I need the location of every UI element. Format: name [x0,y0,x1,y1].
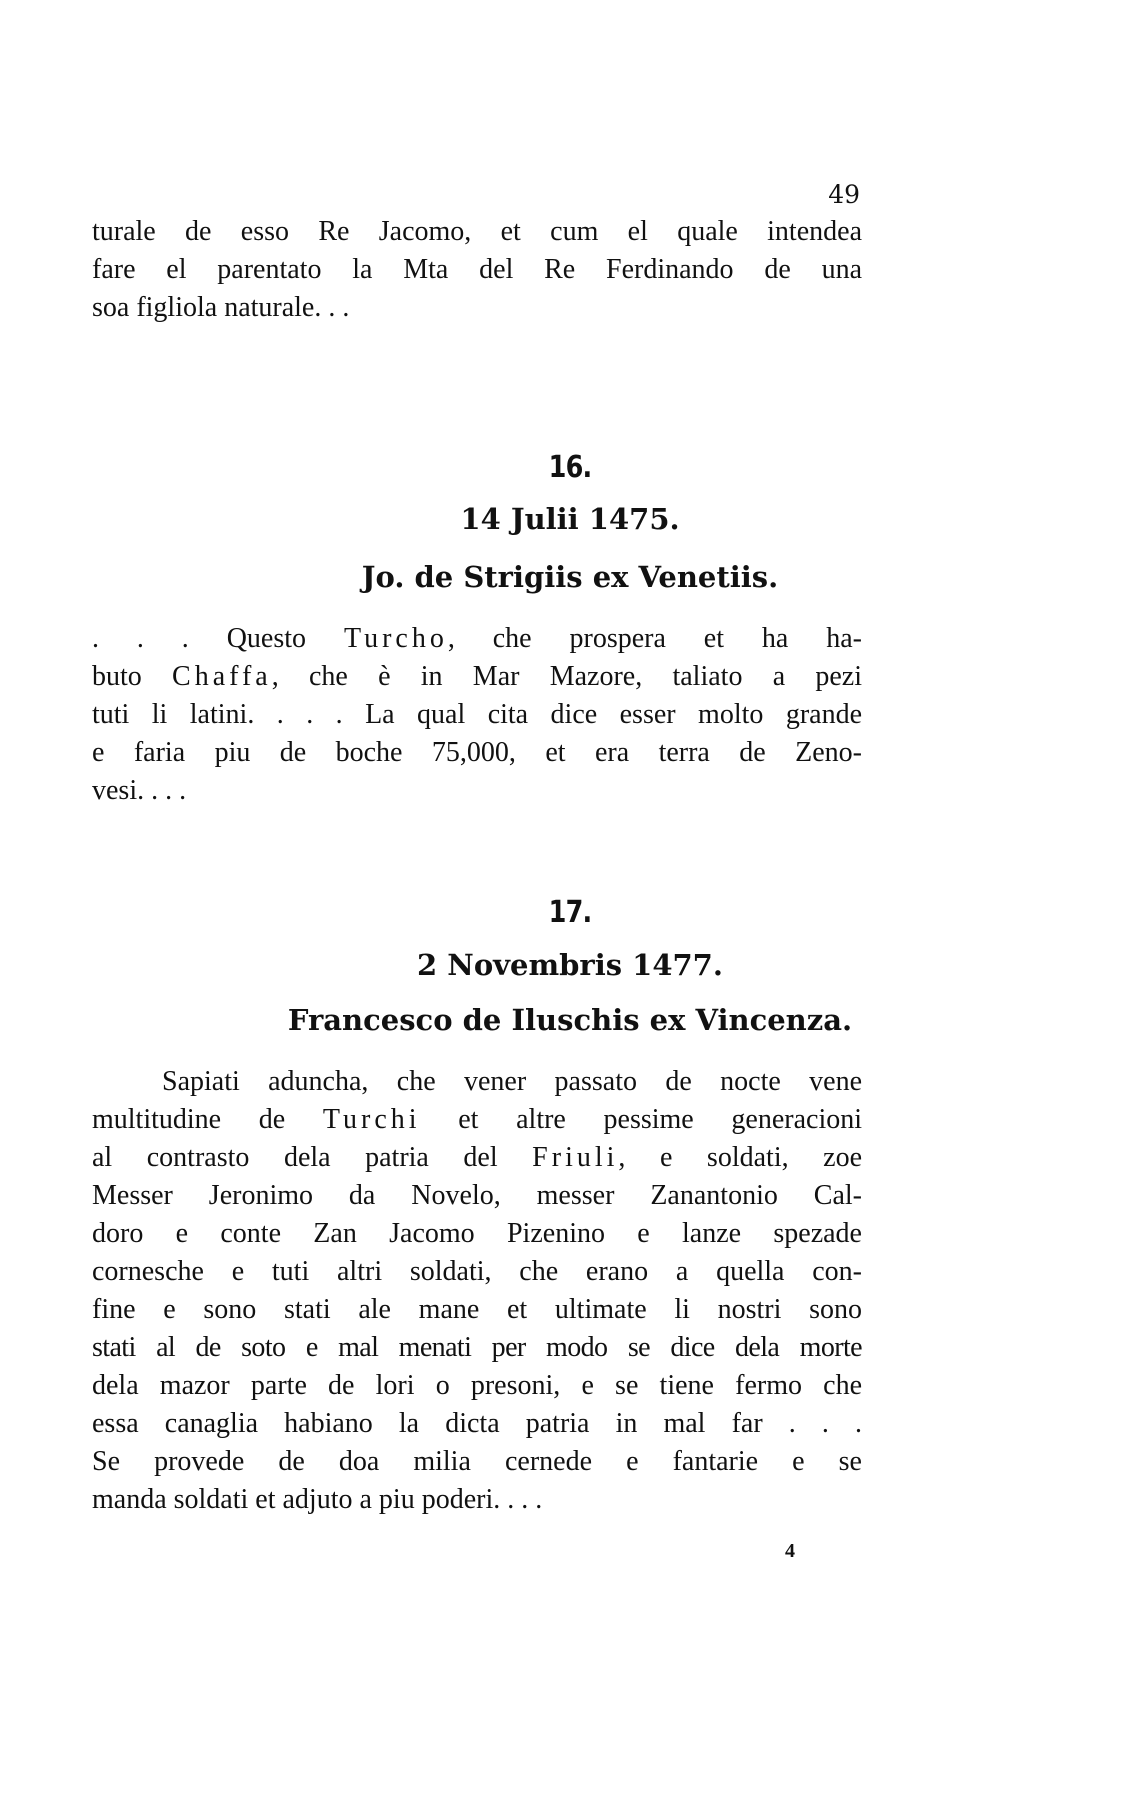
text-line: fare el parentato la Mta del Re Ferdinando de una [92,254,862,285]
section-body [92,620,862,810]
section-date: 2 Novembris 1477. [417,948,723,982]
text-line: soa figliola naturale. . . [92,292,350,323]
text-line: essa canaglia habiano la dicta patria in mal far . . . [92,1408,862,1439]
text-line: Se provede de doa milia cernede e fantarie e se [92,1446,862,1477]
signature-mark: 4 [785,1540,795,1562]
section-number: 16. [548,450,592,485]
text-line: cornesche e tuti altri soldati, che erano a quella con- [92,1256,862,1287]
text-line: buto Chaffa, che è in Mar Mazore, taliato a pezi [92,661,863,692]
text-line: tuti li latini. . . . La qual cita dice esser molto grande [92,699,862,730]
text-line: fine e sono stati ale mane et ultimate li nostri sono [92,1294,862,1325]
text-line: al contrasto dela patria del Friuli, e soldati, zoe [92,1142,862,1173]
page-number: 49 [828,180,860,209]
text-line: . . . Questo Turcho, che prospera et ha ha- [92,623,862,654]
text-line: Messer Jeronimo da Novelo, messer Zanantonio Cal- [92,1180,862,1211]
text-line: doro e conte Zan Jacomo Pizenino e lanze spezade [92,1218,862,1249]
section-author: Jo. de Strigiis ex Venetiis. [361,560,779,594]
section-date: 14 Julii 1475. [460,502,680,536]
text-line: multitudine de Turchi et altre pessime generacioni [92,1104,863,1135]
text-line: manda soldati et adjuto a piu poderi. . . . [92,1484,543,1515]
text-line: dela mazor parte de lori o presoni, e se tiene fermo che [92,1370,862,1401]
section-number: 17. [548,895,592,930]
opening-paragraph [92,213,862,327]
section-body [92,1063,862,1519]
text-line: vesi. . . . [92,775,187,806]
section-author: Francesco de Iluschis ex Vincenza. [287,1003,853,1037]
text-line: e faria piu de boche 75,000, et era terra de Zeno- [92,737,862,768]
text-line: stati al de soto e mal menati per modo se dice dela morte [92,1332,862,1363]
text-line: turale de esso Re Jacomo, et cum el quale intendea [92,216,862,247]
text-line: Sapiati aduncha, che vener passato de nocte vene [162,1066,862,1097]
